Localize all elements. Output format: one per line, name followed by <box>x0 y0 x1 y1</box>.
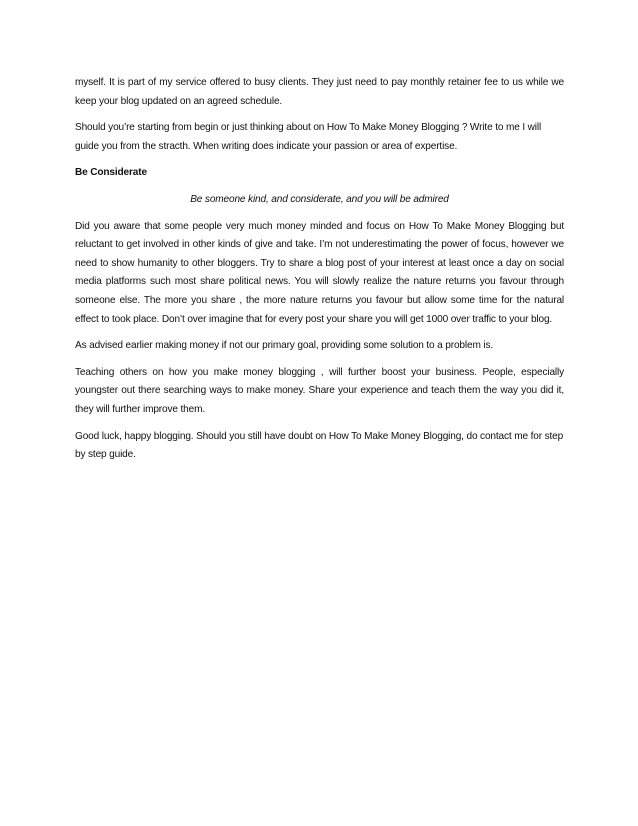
paragraph-primary-goal: As advised earlier making money if not our primary goal, providing some solution to a problem is. <box>75 340 494 352</box>
paragraph-starting-guide: Should you’re starting from begin or just thinking about on How To Make Money Blogging ? Write to me I will guide you from the stracth. When writing does indicate your passion or area of expertise. <box>75 122 542 152</box>
paragraph-closing: Good luck, happy blogging. Should you still have doubt on How To Make Money Blogging, do contact me for step by step guide. <box>75 430 564 461</box>
document-page <box>75 74 564 473</box>
paragraph-money-minded: Did you aware that some people very much money minded and focus on How To Make Money Blogging but reluctant to get involved in other kinds of give and take. I’m not underestimating the power of focus, however we need to show humanity to other bloggers. Try to share a blog post of your interest at least once a day on social media platforms such most share political news. You will slowly realize the nature returns you favour through someone else. The more you share , the more nature returns you favour but allow some time for the natural effect to took place. Don’t over imagine that for every post your share you will get 1000 over traffic to your blog. <box>75 220 564 325</box>
paragraph-teaching-others: Teaching others on how you make money blogging , will further boost your business. People, especially youngster out there searching ways to make money. Share your experience and teach them the way you did it, they will further improve them. <box>75 366 564 415</box>
paragraph-retainer-service: myself. It is part of my service offered to busy clients. They just need to pay monthly retainer fee to us while we keep your blog updated on an agreed schedule. <box>75 77 564 107</box>
section-quote: Be someone kind, and considerate, and you will be admired <box>190 193 449 205</box>
section-heading: Be Considerate <box>75 167 147 179</box>
